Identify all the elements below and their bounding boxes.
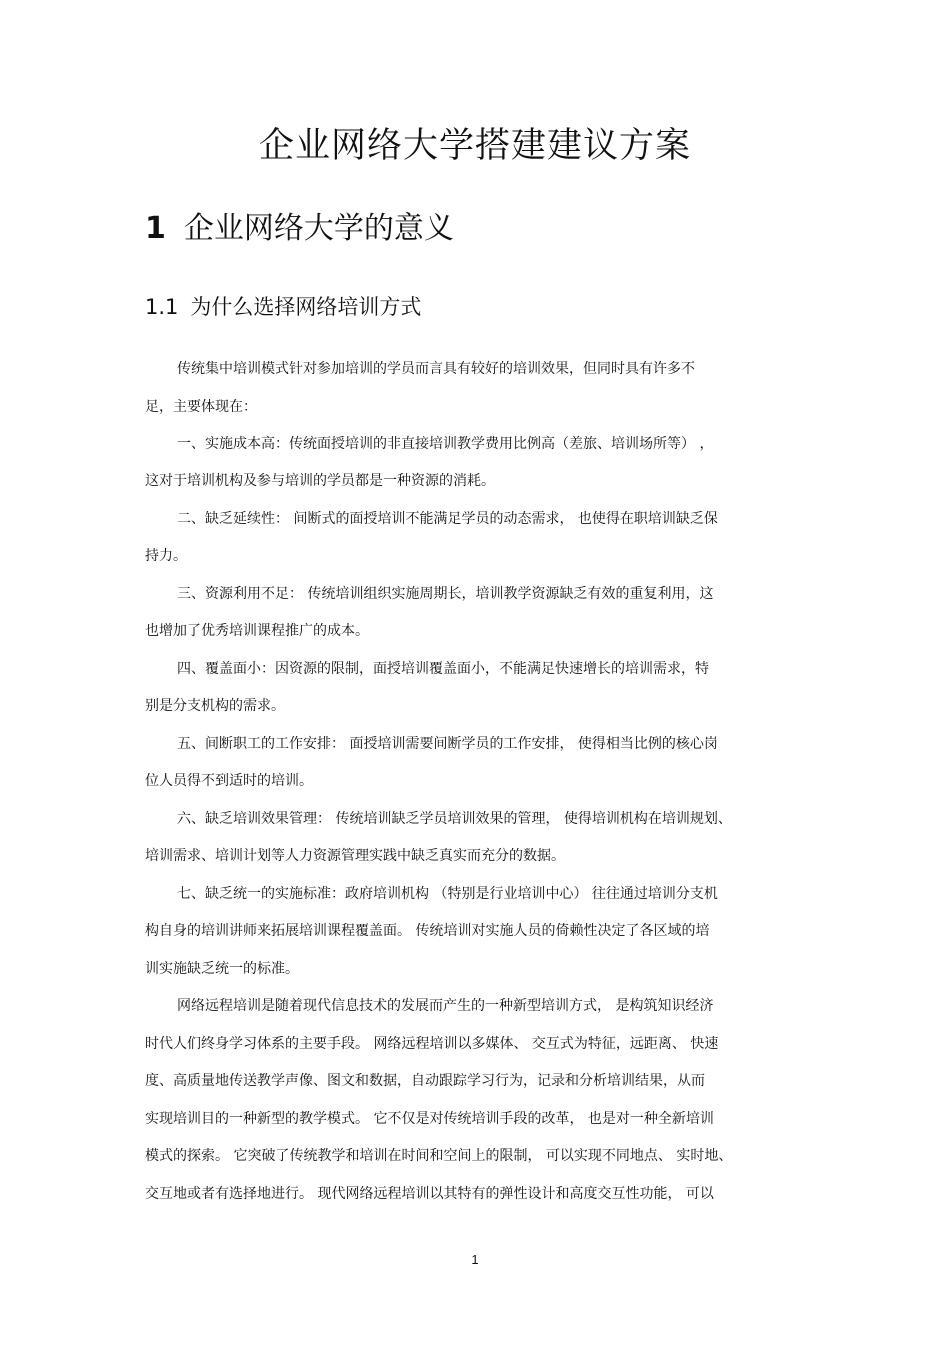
body-line: 位人员得不到适时的培训。 bbox=[145, 773, 313, 789]
subsection-title: 为什么选择网络培训方式 bbox=[190, 295, 422, 319]
body-line: 五、间断职工的工作安排： 面授培训需要间断学员的工作安排， 使得相当比例的核心岗 bbox=[177, 736, 718, 752]
body-line: 构自身的培训讲师来拓展培训课程覆盖面。 传统培训对实施人员的倚赖性决定了各区域的培 bbox=[145, 923, 710, 939]
body-line: 四、覆盖面小：因资源的限制，面授培训覆盖面小，不能满足快速增长的培训需求，特 bbox=[177, 661, 709, 677]
body-line: 别是分支机构的需求。 bbox=[145, 698, 285, 714]
body-line: 七、缺乏统一的实施标准：政府培训机构 （特别是行业培训中心） 往往通过培训分支机 bbox=[177, 886, 718, 902]
body-line: 二、缺乏延续性： 间断式的面授培训不能满足学员的动态需求， 也使得在职培训缺乏保 bbox=[177, 511, 718, 527]
body-line: 足，主要体现在： bbox=[145, 399, 257, 415]
body-line: 模式的探索。 它突破了传统教学和培训在时间和空间上的限制， 可以实现不同地点、 实时地、 bbox=[145, 1148, 733, 1164]
body-line: 六、缺乏培训效果管理： 传统培训缺乏学员培训效果的管理， 使得培训机构在培训规划、 bbox=[177, 811, 732, 827]
body-line: 时代人们终身学习体系的主要手段。 网络远程培训以多媒体、 交互式为特征，远距离、 快速 bbox=[145, 1036, 719, 1052]
section-title: 企业网络大学的意义 bbox=[183, 211, 454, 246]
body-line: 三、资源利用不足： 传统培训组织实施周期长，培训教学资源缺乏有效的重复利用，这 bbox=[177, 586, 714, 602]
body-line: 一、实施成本高：传统面授培训的非直接培训教学费用比例高（差旅、培训场所等） ， bbox=[177, 436, 714, 452]
body-line: 交互地或者有选择地进行。 现代网络远程培训以其特有的弹性设计和高度交互性功能， 可以 bbox=[145, 1186, 714, 1202]
page-number: 1 bbox=[471, 1252, 479, 1267]
section-heading bbox=[145, 205, 454, 253]
body-line: 这对于培训机构及参与培训的学员都是一种资源的消耗。 bbox=[145, 473, 495, 489]
body-line: 网络远程培训是随着现代信息技术的发展而产生的一种新型培训方式， 是构筑知识经济 bbox=[177, 998, 714, 1014]
body-line: 度、高质量地传送教学声像、图文和数据，自动跟踪学习行为，记录和分析培训结果，从而 bbox=[145, 1073, 705, 1089]
document-title: 企业网络大学搭建建议方案 bbox=[258, 126, 691, 166]
body-line: 传统集中培训模式针对参加培训的学员而言具有较好的培训效果，但同时具有许多不 bbox=[177, 361, 695, 377]
body-line: 也增加了优秀培训课程推广的成本。 bbox=[145, 623, 369, 639]
body-line: 培训需求、培训计划等人力资源管理实践中缺乏真实而充分的数据。 bbox=[145, 848, 565, 864]
body-line: 实现培训目的一种新型的教学模式。 它不仅是对传统培训手段的改革， 也是对一种全新培训 bbox=[145, 1111, 714, 1127]
body-line: 持力。 bbox=[145, 548, 187, 564]
section-number: 1 bbox=[145, 211, 166, 246]
subsection-number: 1.1 bbox=[145, 295, 179, 319]
subsection-heading bbox=[145, 290, 421, 324]
body-line: 训实施缺乏统一的标准。 bbox=[145, 961, 299, 977]
